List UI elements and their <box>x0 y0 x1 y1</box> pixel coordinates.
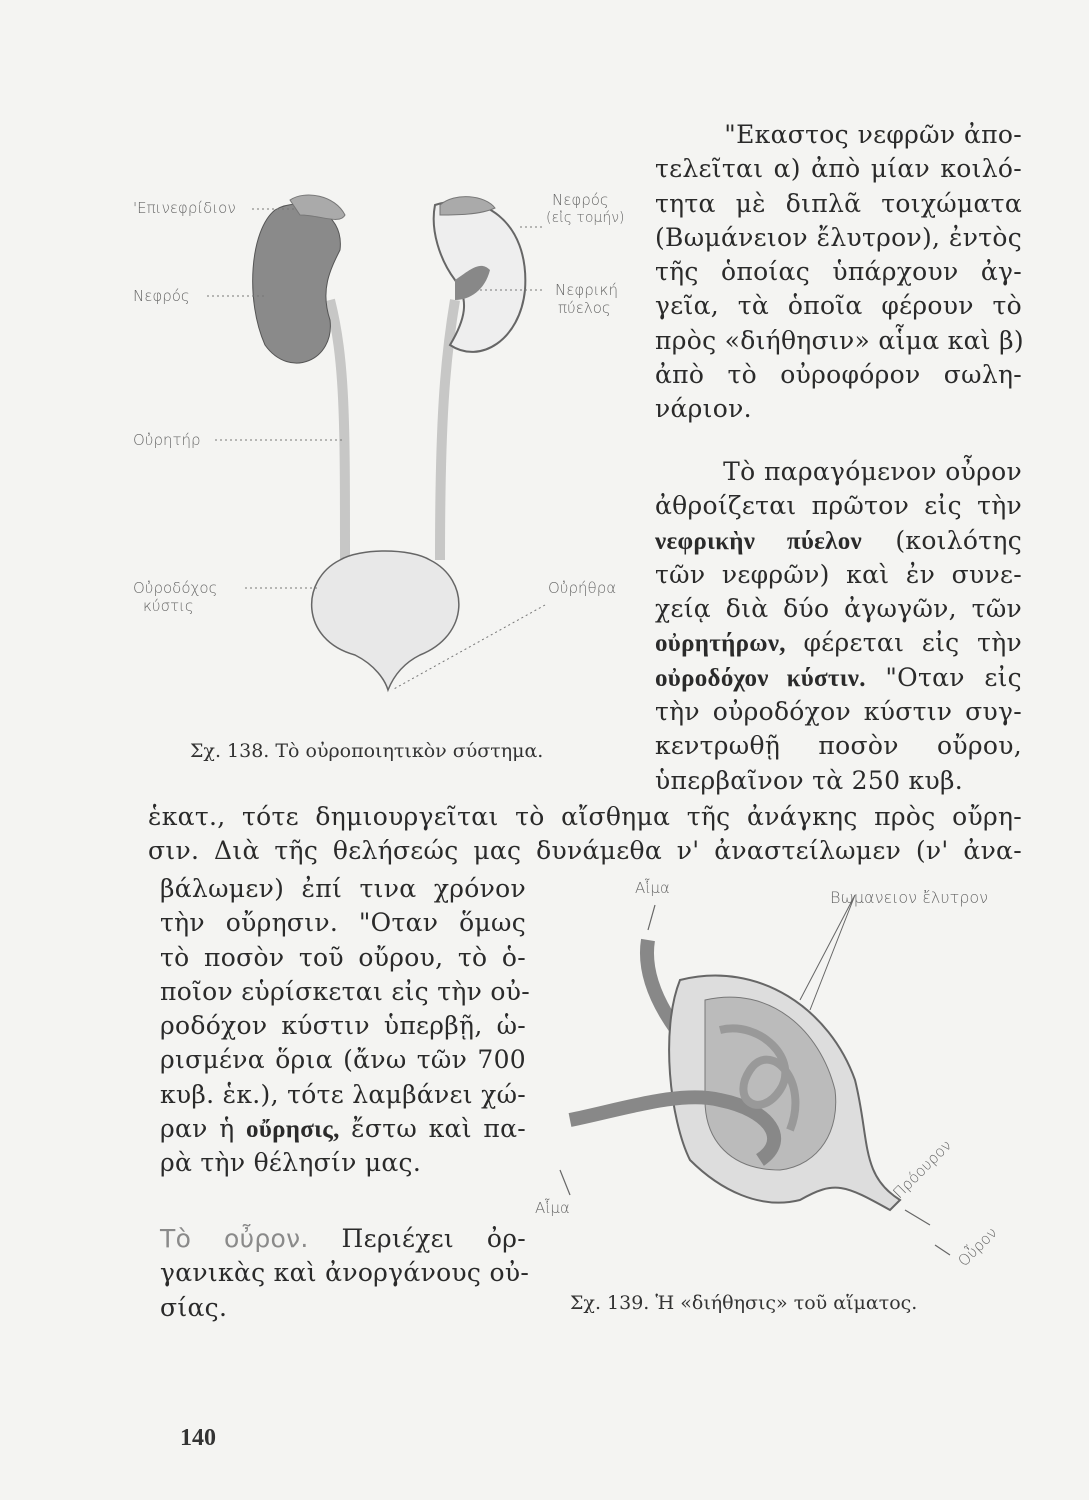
figure-138-caption: Σχ. 138. Τὸ οὐροποιητικὸν σύστημα. <box>190 740 544 762</box>
figure-139-caption: Σχ. 139. Ἡ «διήθησις» τοῦ αἵματος. <box>570 1292 918 1314</box>
paragraph-2 <box>655 455 1022 798</box>
text-segment: (Βωμάνειον ἔλυτρον), ἐντὸς <box>655 222 1022 252</box>
text-line <box>148 834 1022 868</box>
text-segment: ρισμένα ὅρια (ἄνω τῶν 700 <box>160 1045 526 1075</box>
text-line <box>655 118 1022 152</box>
label-adrenal: 'Επινεφρίδιον <box>133 199 236 217</box>
text-segment: ἀθροίζεται πρῶτον εἰς τὴν <box>655 491 1022 521</box>
text-segment: πρὸς «διήθησιν» αἷμα καὶ β) <box>655 325 1024 355</box>
text-line <box>655 358 1022 392</box>
text-segment: κυβ. ἑκ.), τότε λαμβάνει χώ- <box>160 1079 527 1109</box>
label-ureter: Οὐρητήρ <box>133 431 201 449</box>
text-line <box>160 872 526 906</box>
text-segment: (κοιλότης <box>862 525 1022 555</box>
text-segment: τῆς ὁποίας ὑπάρχουν ἀγ- <box>655 257 1022 287</box>
text-segment: "Εκαστος νεφρῶν ἀπο- <box>655 120 1022 149</box>
label-bowman-capsule: Βωμανειον ἔλυτρον <box>830 888 989 907</box>
bladder <box>312 551 459 690</box>
text-line <box>160 1078 526 1112</box>
page-number: 140 <box>180 1425 216 1451</box>
text-line <box>160 906 526 940</box>
text-line <box>655 695 1022 729</box>
text-segment: ροδόχον κύστιν ὑπερβῇ, ὡ- <box>160 1011 526 1041</box>
text-segment: χείᾳ διὰ δύο ἀγωγῶν, τῶν <box>655 594 1022 624</box>
text-line <box>655 626 1022 660</box>
paragraph-4 <box>160 1222 530 1325</box>
text-segment: ραν ἡ <box>160 1114 247 1144</box>
text-line <box>655 324 1022 358</box>
label-blood-bottom: Αἷμα <box>535 1199 570 1217</box>
text-line <box>655 489 1022 523</box>
text-segment: κεντρωθῇ ποσὸν οὔρου, <box>655 731 1022 761</box>
text-line <box>160 941 526 975</box>
text-segment: τὴν οὔρησιν. "Οταν ὅμως <box>160 908 526 938</box>
bold-term: οὐρητήρων, <box>655 630 786 658</box>
text-segment: τῶν νεφρῶν) καὶ ἐν συνε- <box>655 559 1022 589</box>
bold-term: νεφρικὴν πύελον <box>655 527 862 555</box>
text-line <box>655 455 1022 489</box>
text-segment: "Οταν εἰς <box>865 662 1022 692</box>
label-bladder-sub: κύστις <box>143 597 194 615</box>
text-segment: ποῖον εὑρίσκεται εἰς τὴν οὐ- <box>160 976 530 1006</box>
text-segment: τὴν οὐροδόχον κύστιν συγ- <box>655 697 1022 727</box>
label-renal-pelvis: Νεφρική <box>555 281 618 299</box>
text-line <box>655 221 1022 255</box>
label-bladder: Οὐροδόχος <box>133 579 218 597</box>
text-line <box>655 187 1022 221</box>
text-segment: ὑπερβαῖνον τὰ 250 κυβ. <box>655 765 963 795</box>
text-segment: ἀπὸ τὸ οὐροφόρον σωλη- <box>655 360 1022 390</box>
text-segment: τὸ ποσὸν τοῦ οὔρου, τὸ ὁ- <box>160 942 526 972</box>
text-segment: γεῖα, τὰ ὁποῖα φέρουν τὸ <box>655 291 1022 321</box>
text-line <box>655 661 1022 695</box>
text-segment: ἔστω καὶ πα- <box>339 1114 527 1144</box>
text-line <box>655 764 1022 798</box>
text-segment: γανικὰς καὶ ἀνοργάνους οὐ- <box>160 1258 530 1288</box>
label-renal-pelvis-sub: πύελος <box>558 299 611 317</box>
label-kidney-section-sub: (εἰς τομήν) <box>546 210 625 226</box>
text-line <box>160 1009 526 1043</box>
text-segment: Τὸ παραγόμενον οὖρον <box>655 457 1022 486</box>
text-segment: τελεῖται α) ἀπὸ μίαν κοιλό- <box>655 154 1022 184</box>
paragraph-3 <box>160 872 530 1181</box>
text-line <box>655 255 1022 289</box>
text-line <box>160 1222 526 1256</box>
label-kidney-section: Νεφρός <box>552 191 609 209</box>
text-line <box>655 592 1022 626</box>
text-line <box>160 975 530 1009</box>
text-line <box>655 289 1022 323</box>
text-segment: νάριον. <box>655 394 752 424</box>
text-line <box>148 800 1022 834</box>
label-urine: Οὖρον <box>954 1223 1001 1271</box>
text-segment: Περιέχει ὀρ- <box>308 1224 526 1253</box>
text-line <box>655 729 1022 763</box>
bold-term: οὐροδόχον κύστιν. <box>655 664 866 692</box>
label-urethra: Οὐρήθρα <box>548 579 617 597</box>
text-line <box>655 392 1022 426</box>
text-line <box>160 1112 526 1146</box>
text-segment: σιν. Διὰ τῆς θελήσεώς μας δυνάμεθα ν' ἀναστείλωμεν (ν' ἀνα- <box>148 836 1022 866</box>
text-segment: φέρεται εἰς τὴν <box>785 628 1022 658</box>
text-line <box>655 152 1022 186</box>
text-line <box>160 1043 526 1077</box>
section-heading: Τὸ οὖρον. <box>160 1224 309 1253</box>
label-pre-urine: Πρόουρον <box>889 1136 955 1203</box>
text-line <box>160 1256 530 1290</box>
text-line <box>160 1146 526 1180</box>
bold-term: οὔρησις, <box>246 1116 340 1144</box>
label-kidney: Νεφρός <box>133 287 190 305</box>
text-segment: ἑκατ., τότε δημιουργεῖται τὸ αἴσθημα τῆς ἀνάγκης πρὸς οὔρη- <box>148 802 1022 831</box>
text-segment: σίας. <box>160 1292 228 1322</box>
text-segment: βάλωμεν) ἐπί τινα χρόνον <box>160 874 526 903</box>
text-line <box>160 1291 526 1325</box>
text-segment: ρὰ τὴν θέλησίν μας. <box>160 1148 422 1178</box>
text-line <box>655 558 1022 592</box>
paragraph-full-width <box>148 800 1022 869</box>
text-segment: τητα μὲ διπλᾶ τοιχώματα <box>655 188 1022 218</box>
paragraph-1 <box>655 118 1022 427</box>
kidney-left <box>253 204 341 363</box>
text-line <box>655 524 1022 558</box>
label-blood-top: Αἷμα <box>635 879 670 897</box>
figure-139-filtration-illustration <box>560 895 950 1255</box>
